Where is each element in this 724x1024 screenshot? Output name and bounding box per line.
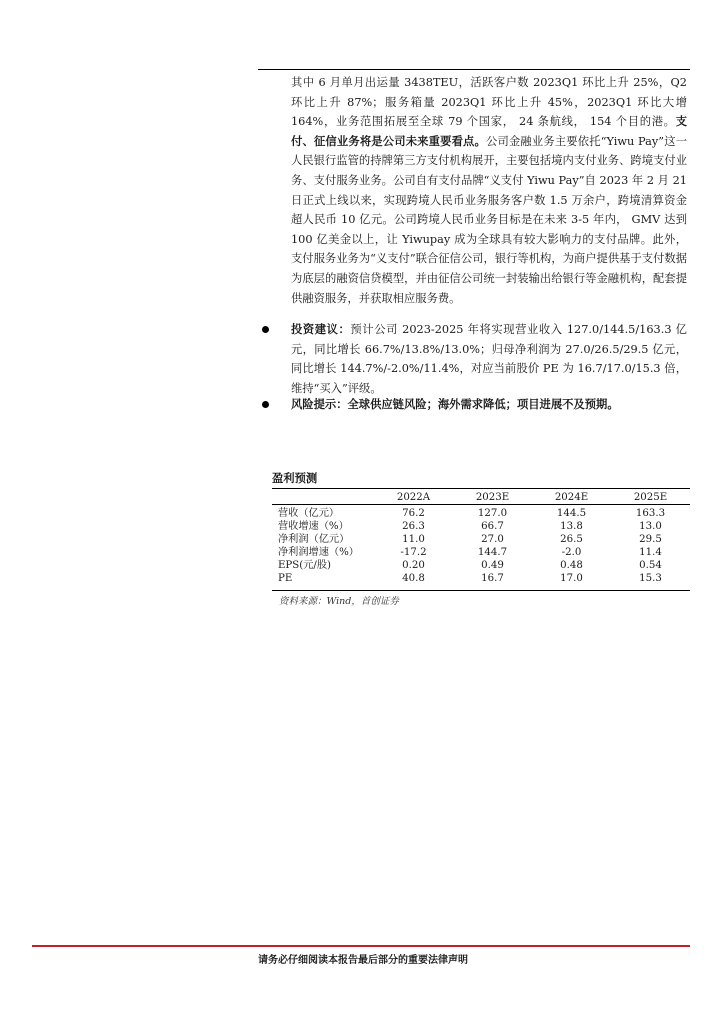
paragraph-bold-heading: 支付、征信业务将是公司未来重要看点。 — [291, 114, 687, 148]
table-cell: 40.8 — [402, 573, 425, 584]
table-cell: 15.3 — [639, 573, 662, 584]
footer-rule — [32, 945, 690, 947]
table-cell: 0.20 — [402, 560, 425, 571]
table-header-cell: 2022A — [396, 492, 431, 503]
earnings-forecast-table — [278, 491, 690, 585]
bullet-bold-label: 投资建议： — [291, 322, 351, 336]
table-cell: 16.7 — [481, 573, 504, 584]
table-row — [278, 546, 690, 559]
table-bottom-rule — [272, 590, 690, 591]
table-cell: 净利润增速（%） — [278, 547, 359, 558]
table-cell: 127.0 — [477, 508, 508, 519]
table-cell: 0.49 — [481, 560, 504, 571]
table-cell: 0.54 — [639, 560, 662, 571]
table-header-cell: 2023E — [475, 492, 510, 503]
body-paragraph — [291, 73, 687, 308]
table-row — [278, 520, 690, 533]
table-cell: PE — [278, 573, 293, 584]
bullet-body: 预计公司 2023-2025 年将实现营业收入 127.0/144.5/163.3 亿元，同比增长 66.7%/13.8%/13.0%；归母净利润为 27.0/26.5/29.5 亿元，同比增长 144.7%/-2.0%/11.4%，对应当前股价 PE 为 16.7/17.0/15.3 倍，维持“买入”评级。 — [291, 323, 687, 395]
paragraph-text-a: 其中 6 月单月出运量 3438TEU，活跃客户数 2023Q1 环比上升 25%，Q2 环比上升 87%；服务箱量 2023Q1 环比上升 45%，2023Q1 环比大增164%，业务范围拓展至全球 79 个国家， 24 条航线， 154 个目的港。 — [291, 76, 687, 129]
table-cell: 营收（亿元） — [278, 508, 340, 519]
bullet-dot-icon — [262, 326, 269, 333]
table-cell: -17.2 — [400, 547, 427, 558]
table-title: 盈利预测 — [272, 471, 318, 485]
paragraph-text-b: 公司金融业务主要依托“Yiwu Pay”这一人民银行监管的持牌第三方支付机构展开，主要包括境内支付业务、跨境支付业务、支付服务业务。公司自有支付品牌“义支付 Yiwu Pay”自 2023 年 2 月 21 日正式上线以来，实现跨境人民币业务服务客户数 1.5 万余户，跨境清算资金超人民币 10 亿元。公司跨境人民币业务目标是在未来 3-5 年内， GMV 达到 100 亿美金以上，让 Yiwupay 成为全球具有较大影响力的支付品牌。此外，支付服务业务为“义支付”联合征信公司，银行等机构，为商户提供基于支付数据为底层的融资信贷模型，并由征信公司统一封装输出给银行等金融机构，配套提供融资服务，并获取相应服务费。 — [291, 134, 687, 305]
table-row — [278, 559, 690, 572]
table-cell: 11.0 — [402, 534, 425, 545]
table-cell: 27.0 — [481, 534, 504, 545]
table-header-cell: 2024E — [554, 492, 589, 503]
table-cell: 144.7 — [477, 547, 508, 558]
table-row — [278, 507, 690, 520]
table-cell: 11.4 — [639, 547, 662, 558]
table-source-note: 资料来源：Wind，首创证券 — [279, 596, 399, 607]
table-cell: 0.48 — [560, 560, 583, 571]
table-cell: -2.0 — [561, 547, 582, 558]
table-row — [278, 533, 690, 546]
bullet-text — [291, 395, 687, 415]
table-cell: 净利润（亿元） — [278, 534, 350, 545]
bullet-bold-label: 风险提示：全球供应链风险；海外需求降低；项目进展不及预期。 — [291, 397, 619, 411]
table-header-cell — [278, 491, 374, 504]
bullet-text — [291, 320, 687, 398]
table-cell: 163.3 — [635, 508, 666, 519]
table-cell: 13.0 — [639, 521, 662, 532]
table-cell: 76.2 — [402, 508, 425, 519]
table-top-rule — [272, 488, 690, 489]
table-cell: 26.5 — [560, 534, 583, 545]
table-header-row — [278, 491, 690, 504]
table-cell: 17.0 — [560, 573, 583, 584]
table-cell: 29.5 — [639, 534, 662, 545]
table-cell: 26.3 — [402, 521, 425, 532]
table-cell: 13.8 — [560, 521, 583, 532]
bullet-dot-icon — [262, 401, 269, 408]
table-cell: 营收增速（%） — [278, 521, 349, 532]
table-header-cell: 2025E — [633, 492, 668, 503]
table-cell: EPS(元/股) — [278, 560, 332, 571]
table-row — [278, 572, 690, 585]
header-rule — [258, 69, 690, 70]
table-cell: 144.5 — [556, 508, 587, 519]
table-cell: 66.7 — [481, 521, 504, 532]
footer-disclaimer: 请务必仔细阅读本报告最后部分的重要法律声明 — [258, 955, 468, 966]
